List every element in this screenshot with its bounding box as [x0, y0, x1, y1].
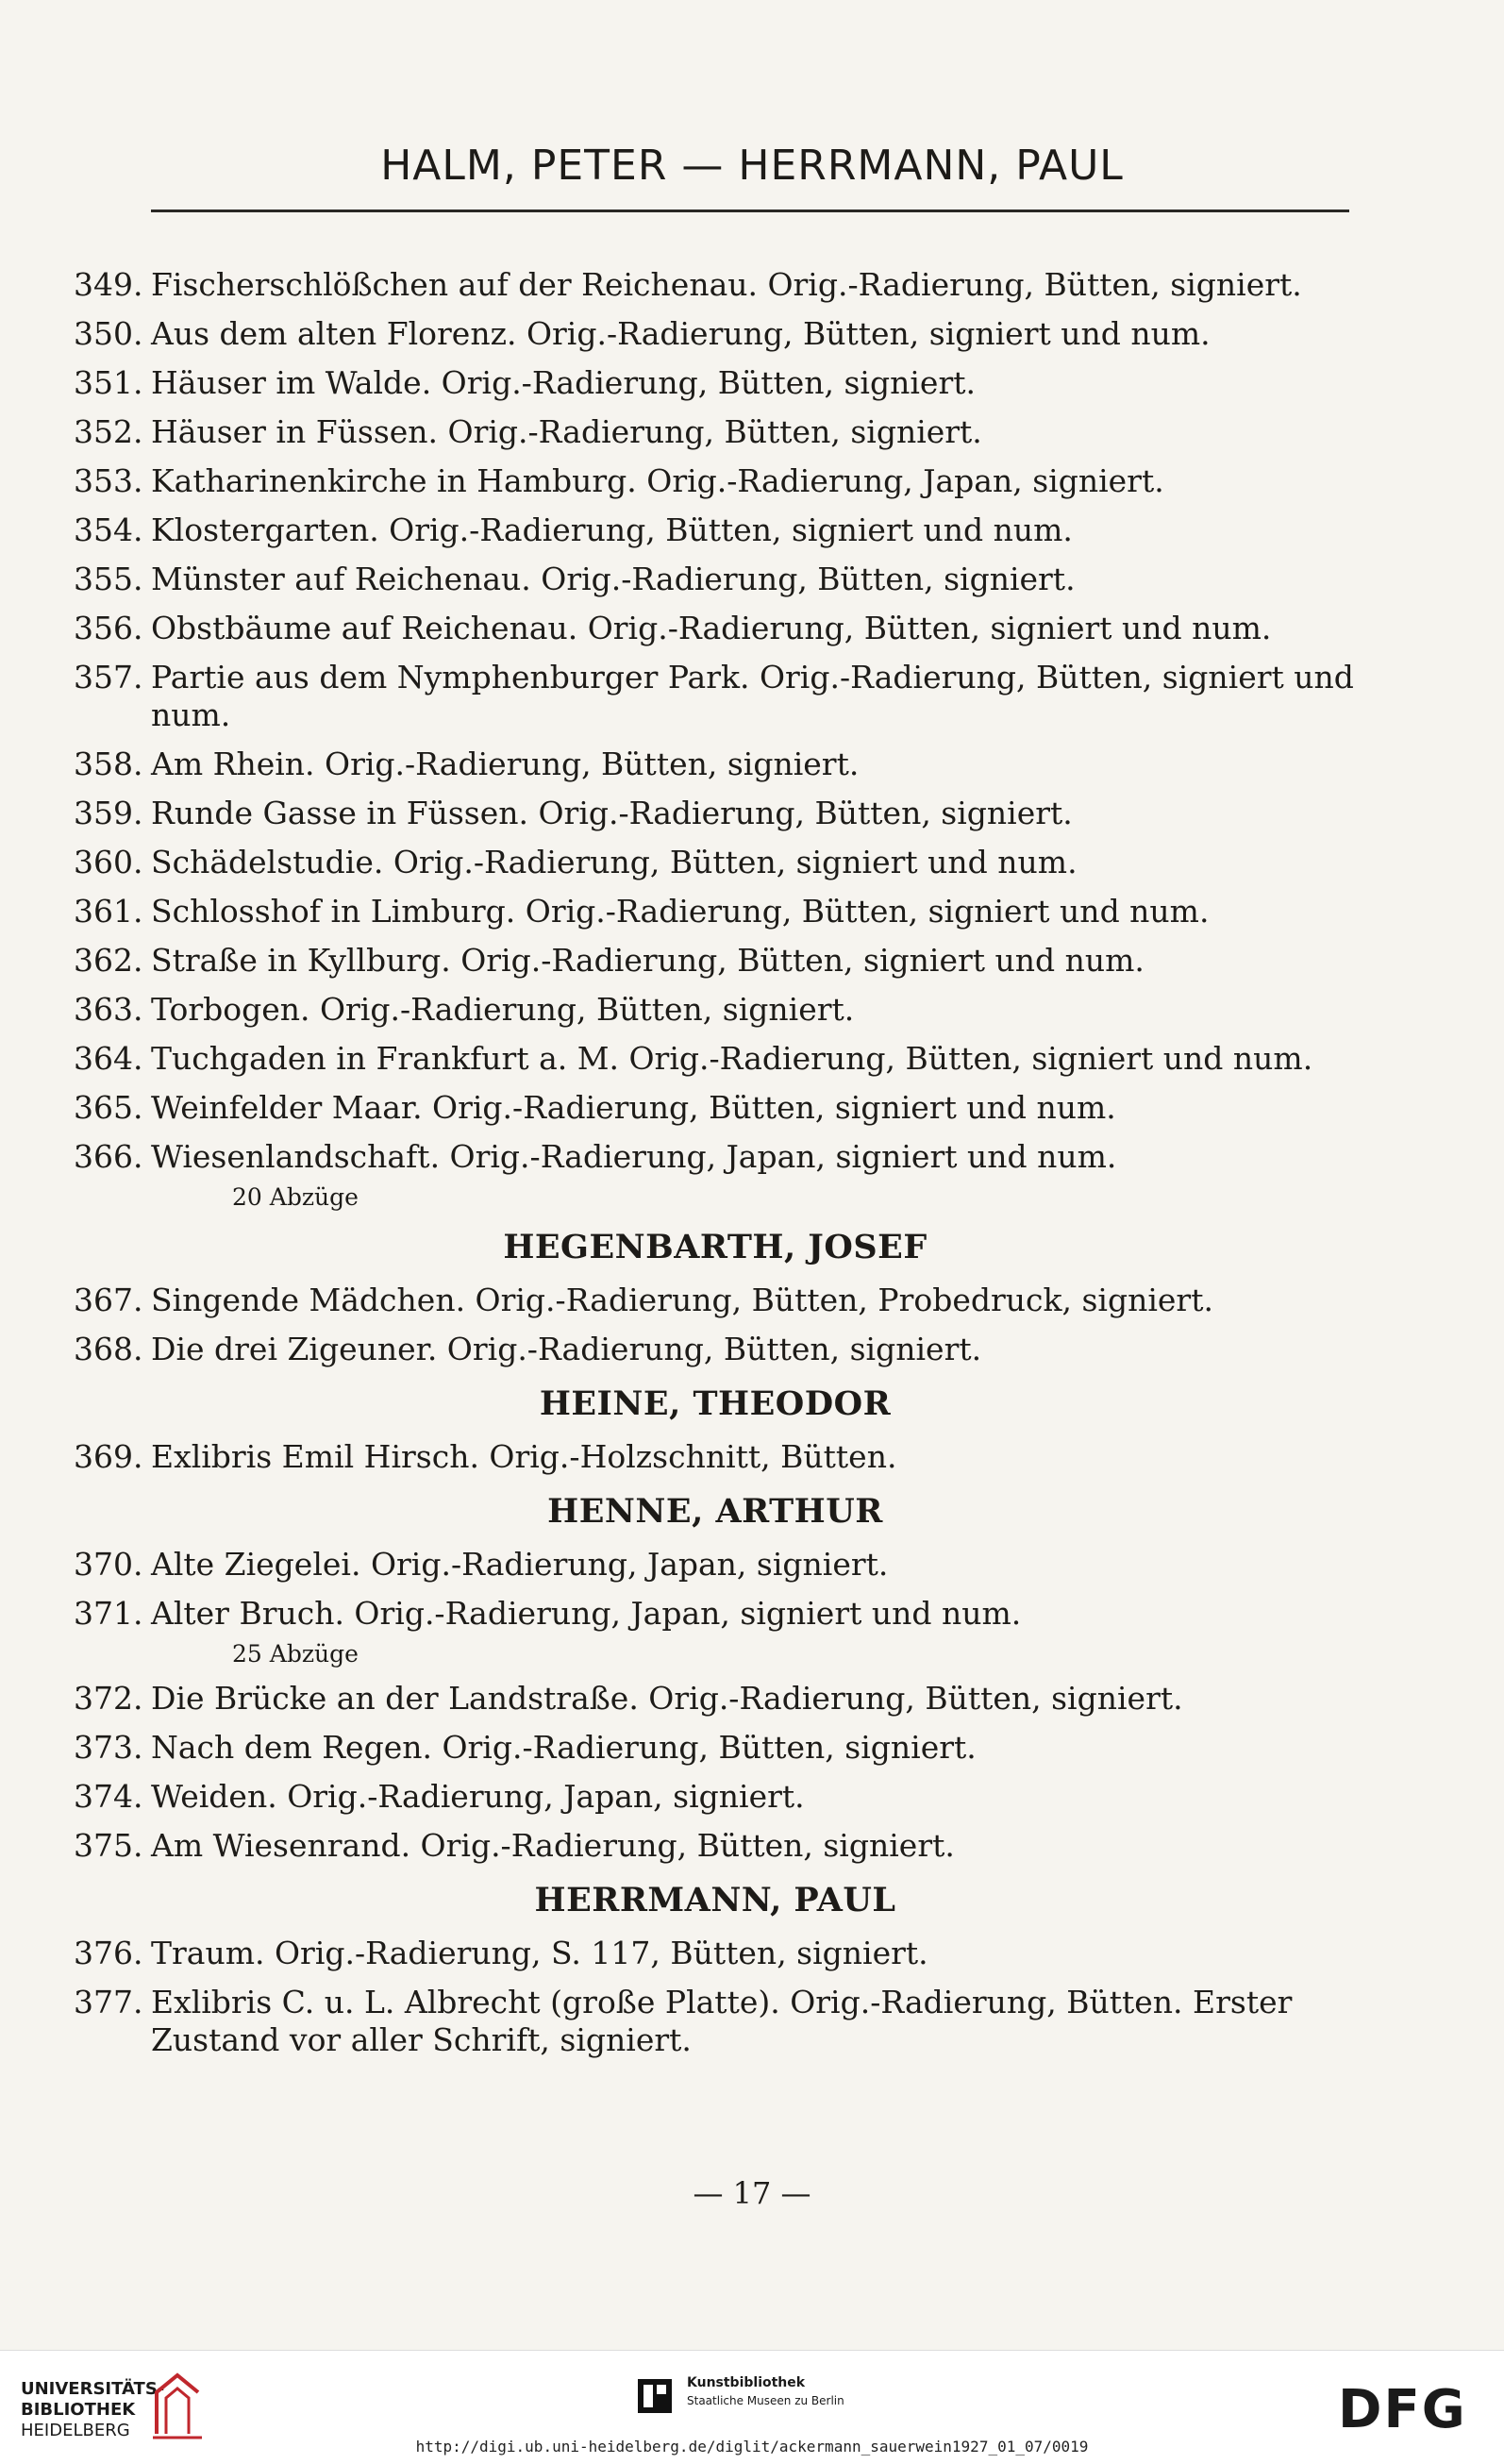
entry-text: Die Brücke an der Landstraße. Orig.-Radierung, Bütten, signiert. — [151, 1680, 1183, 1717]
entry-number: 361. — [74, 893, 143, 930]
entry-number: 350. — [74, 315, 143, 352]
catalog-entry — [74, 1778, 1357, 1816]
catalog-entry — [74, 942, 1357, 980]
catalog-entry — [74, 1546, 1357, 1584]
university-library-label[interactable] — [21, 2379, 164, 2441]
catalog-entry — [74, 511, 1357, 549]
entry-text: Partie aus dem Nymphenburger Park. Orig.-Radierung, Bütten, signiert und num. — [151, 659, 1354, 733]
catalog-entry — [74, 893, 1357, 930]
uni-line-3: HEIDELBERG — [21, 2421, 130, 2440]
entry-text: Schlosshof in Limburg. Orig.-Radierung, Bütten, signiert und num. — [151, 893, 1210, 930]
edition-note: 25 Abzüge — [232, 1640, 359, 1668]
entry-number: 362. — [74, 942, 143, 979]
entry-number: 368. — [74, 1331, 143, 1367]
catalog-entry — [74, 795, 1357, 832]
entry-text: Alte Ziegelei. Orig.-Radierung, Japan, signiert. — [151, 1546, 889, 1583]
entry-number: 351. — [74, 364, 143, 401]
entry-number: 357. — [74, 659, 143, 696]
entry-number: 373. — [74, 1729, 143, 1766]
catalog-entry — [74, 462, 1357, 500]
artist-heading: HEINE, THEODOR — [539, 1384, 892, 1423]
kunstbibliothek-mark-icon — [638, 2379, 672, 2413]
catalog-entry — [74, 561, 1357, 598]
entry-text: Münster auf Reichenau. Orig.-Radierung, Bütten, signiert. — [151, 561, 1076, 597]
catalog-entry — [74, 1827, 1357, 1865]
artist-heading: HERRMANN, PAUL — [534, 1881, 896, 1919]
entry-number: 356. — [74, 610, 143, 646]
entry-text: Fischerschlößchen auf der Reichenau. Orig.-Radierung, Bütten, signiert. — [151, 266, 1302, 303]
entry-number: 365. — [74, 1089, 143, 1126]
catalog-entry — [74, 1729, 1357, 1767]
entry-text: Nach dem Regen. Orig.-Radierung, Bütten, signiert. — [151, 1729, 977, 1766]
entry-number: 371. — [74, 1595, 143, 1632]
edition-note: 20 Abzüge — [232, 1183, 359, 1211]
entry-text: Am Wiesenrand. Orig.-Radierung, Bütten, signiert. — [151, 1827, 955, 1864]
artist-heading: HEGENBARTH, JOSEF — [503, 1228, 927, 1266]
viewer-footer — [0, 2350, 1504, 2464]
entry-number: 352. — [74, 413, 143, 450]
page-number: — 17 — — [693, 2175, 811, 2211]
catalog-entry — [74, 1138, 1357, 1176]
entry-number: 354. — [74, 511, 143, 548]
catalog-entry — [74, 315, 1357, 353]
entry-text: Klostergarten. Orig.-Radierung, Bütten, signiert und num. — [151, 511, 1073, 548]
catalog-entry — [74, 1595, 1357, 1633]
entry-number: 359. — [74, 795, 143, 831]
dfg-logo[interactable]: DFG — [1338, 2379, 1467, 2440]
catalog-entry — [74, 610, 1357, 647]
uni-line-2: BIBLIOTHEK — [21, 2400, 136, 2420]
entry-number: 375. — [74, 1827, 143, 1864]
catalog-entry — [74, 364, 1357, 402]
catalog-entry — [74, 991, 1357, 1029]
catalog-entry — [74, 659, 1357, 734]
entry-text: Tuchgaden in Frankfurt a. M. Orig.-Radierung, Bütten, signiert und num. — [151, 1040, 1313, 1077]
entry-text: Obstbäume auf Reichenau. Orig.-Radierung, Bütten, signiert und num. — [151, 610, 1272, 646]
entry-text: Traum. Orig.-Radierung, S. 117, Bütten, signiert. — [151, 1935, 928, 1971]
catalog-entry — [74, 1282, 1357, 1319]
entry-number: 360. — [74, 844, 143, 880]
catalog-entry — [74, 1089, 1357, 1127]
entry-text: Exlibris Emil Hirsch. Orig.-Holzschnitt, Bütten. — [151, 1438, 897, 1475]
entry-text: Wiesenlandschaft. Orig.-Radierung, Japan, signiert und num. — [151, 1138, 1117, 1175]
entry-number: 364. — [74, 1040, 143, 1077]
entry-text: Exlibris C. u. L. Albrecht (große Platte). Orig.-Radierung, Bütten. Erster Zustand vor aller Schrift, signiert. — [151, 1984, 1293, 2058]
entry-text: Die drei Zigeuner. Orig.-Radierung, Bütten, signiert. — [151, 1331, 982, 1367]
catalog-entry — [74, 1331, 1357, 1368]
kb-line-1: Kunstbibliothek — [687, 2375, 806, 2390]
entry-text: Häuser in Füssen. Orig.-Radierung, Bütten, signiert. — [151, 413, 982, 450]
entry-number: 358. — [74, 746, 143, 782]
university-logo-icon[interactable] — [149, 2368, 206, 2443]
entry-text: Straße in Kyllburg. Orig.-Radierung, Bütten, signiert und num. — [151, 942, 1145, 979]
entry-number: 367. — [74, 1282, 143, 1318]
entry-number: 377. — [74, 1984, 143, 2020]
entry-number: 370. — [74, 1546, 143, 1583]
entry-number: 363. — [74, 991, 143, 1028]
entry-text: Weinfelder Maar. Orig.-Radierung, Bütten, signiert und num. — [151, 1089, 1116, 1126]
entry-number: 372. — [74, 1680, 143, 1717]
uni-line-1: UNIVERSITÄTS- — [21, 2379, 165, 2399]
catalog-entry — [74, 1040, 1357, 1078]
catalog-entry — [74, 1935, 1357, 1972]
catalog-entry — [74, 844, 1357, 881]
entry-text: Alter Bruch. Orig.-Radierung, Japan, signiert und num. — [151, 1595, 1022, 1632]
running-header: HALM, PETER — HERRMANN, PAUL — [380, 142, 1124, 190]
catalog-entry — [74, 1984, 1357, 2059]
entry-number: 355. — [74, 561, 143, 597]
catalog-entry — [74, 1680, 1357, 1718]
entry-text: Schädelstudie. Orig.-Radierung, Bütten, signiert und num. — [151, 844, 1078, 880]
entry-text: Häuser im Walde. Orig.-Radierung, Bütten, signiert. — [151, 364, 976, 401]
entry-number: 376. — [74, 1935, 143, 1971]
catalog-entry — [74, 413, 1357, 451]
entry-number: 366. — [74, 1138, 143, 1175]
catalog-entry — [74, 746, 1357, 783]
header-rule — [151, 210, 1349, 212]
entry-text: Runde Gasse in Füssen. Orig.-Radierung, Bütten, signiert. — [151, 795, 1073, 831]
entry-number: 369. — [74, 1438, 143, 1475]
catalog-body — [74, 266, 1357, 2070]
entry-text: Singende Mädchen. Orig.-Radierung, Bütten, Probedruck, signiert. — [151, 1282, 1213, 1318]
entry-text: Weiden. Orig.-Radierung, Japan, signiert. — [151, 1778, 805, 1815]
entry-text: Aus dem alten Florenz. Orig.-Radierung, Bütten, signiert und num. — [151, 315, 1211, 352]
permalink-url[interactable]: http://digi.ub.uni-heidelberg.de/diglit/ackermann_sauerwein1927_01_07/0019 — [415, 2438, 1089, 2456]
catalog-entry — [74, 1438, 1357, 1476]
artist-heading: HENNE, ARTHUR — [547, 1492, 883, 1531]
entry-number: 353. — [74, 462, 143, 499]
catalog-entry — [74, 266, 1357, 304]
entry-text: Am Rhein. Orig.-Radierung, Bütten, signiert. — [151, 746, 860, 782]
kb-line-2: Staatliche Museen zu Berlin — [687, 2394, 844, 2407]
entry-text: Katharinenkirche in Hamburg. Orig.-Radierung, Japan, signiert. — [151, 462, 1164, 499]
entry-number: 374. — [74, 1778, 143, 1815]
entry-text: Torbogen. Orig.-Radierung, Bütten, signiert. — [151, 991, 855, 1028]
entry-number: 349. — [74, 266, 143, 303]
